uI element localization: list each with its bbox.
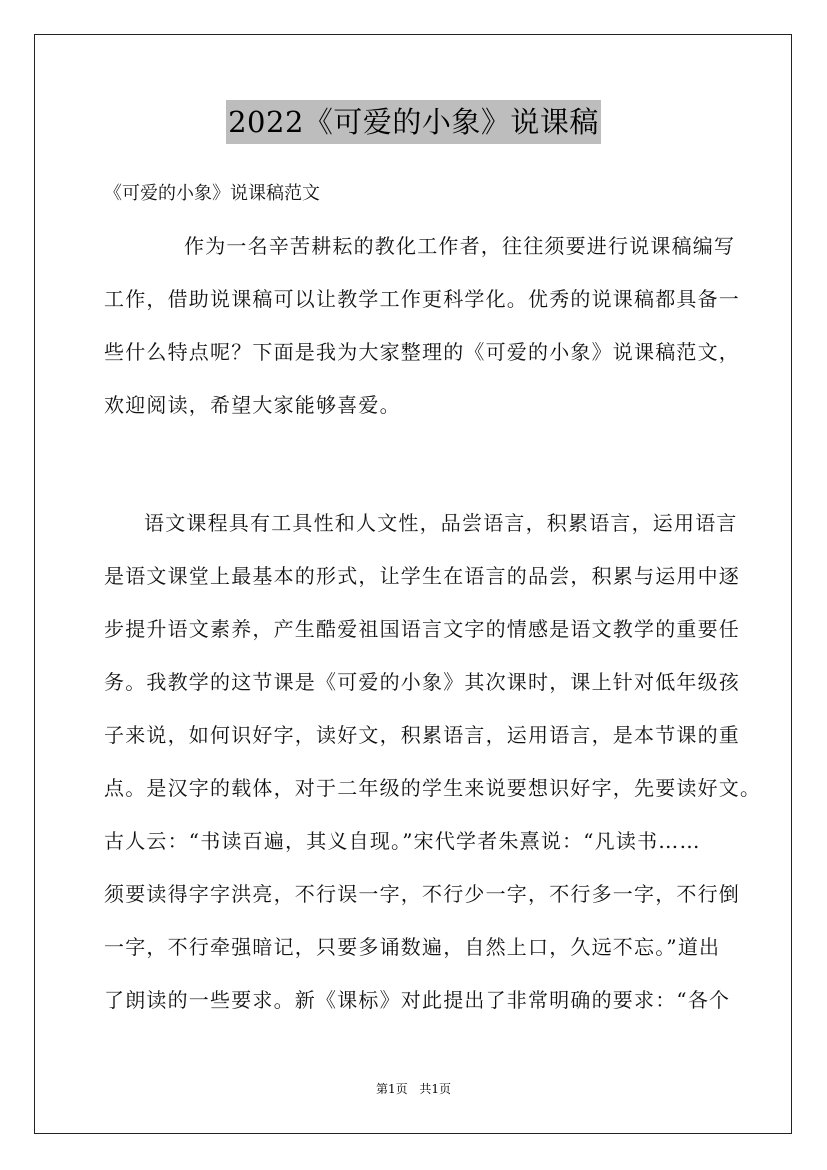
document-title: 2022《可爱的小象》说课稿 [226, 100, 601, 144]
body-line: 务。我教学的这节课是《可爱的小象》其次课时，课上针对低年级孩 [104, 670, 740, 694]
body-line: 须要读得字字洪亮，不行误一字，不行少一字，不行多一字，不行倒 [104, 882, 740, 906]
body-line: 点。是汉字的载体，对于二年级的学生来说要想识好字，先要读好文。 [104, 776, 762, 800]
intro-line: 些什么特点呢？下面是我为大家整理的《可爱的小象》说课稿范文， [104, 340, 740, 364]
intro-line: 工作，借助说课稿可以让教学工作更科学化。优秀的说课稿都具备一 [104, 287, 740, 311]
page-footer [0, 1081, 827, 1097]
body-paragraph [104, 497, 762, 1027]
page-number: 第1页 [375, 1082, 408, 1096]
intro-line: 作为一名辛苦耕耘的教化工作者，往往须要进行说课稿编写 [184, 234, 736, 258]
body-line: 一字，不行牵强暗记，只要多诵数遍，自然上口，久远不忘。”道出 [104, 935, 721, 959]
intro-line: 欢迎阅读，希望大家能够喜爱。 [104, 393, 401, 417]
body-line: 古人云：“书读百遍，其义自现。”宋代学者朱熹说：“凡读书…… [104, 829, 701, 853]
title-container [0, 100, 827, 144]
total-pages: 共1页 [419, 1082, 452, 1096]
body-line: 步提升语文素养，产生酷爱祖国语言文字的情感是语文教学的重要任 [104, 617, 740, 641]
body-line: 语文课程具有工具性和人文性，品尝语言，积累语言，运用语言 [144, 511, 738, 535]
body-line: 了朗读的一些要求。新《课标》对此提出了非常明确的要求：“各个 [104, 988, 731, 1012]
document-subtitle: 《可爱的小象》说课稿范文 [104, 183, 320, 204]
body-line: 是语文课堂上最基本的形式，让学生在语言的品尝，积累与运用中逐 [104, 564, 740, 588]
body-line: 子来说，如何识好字，读好文，积累语言，运用语言，是本节课的重 [104, 723, 740, 747]
intro-paragraph [104, 220, 744, 432]
